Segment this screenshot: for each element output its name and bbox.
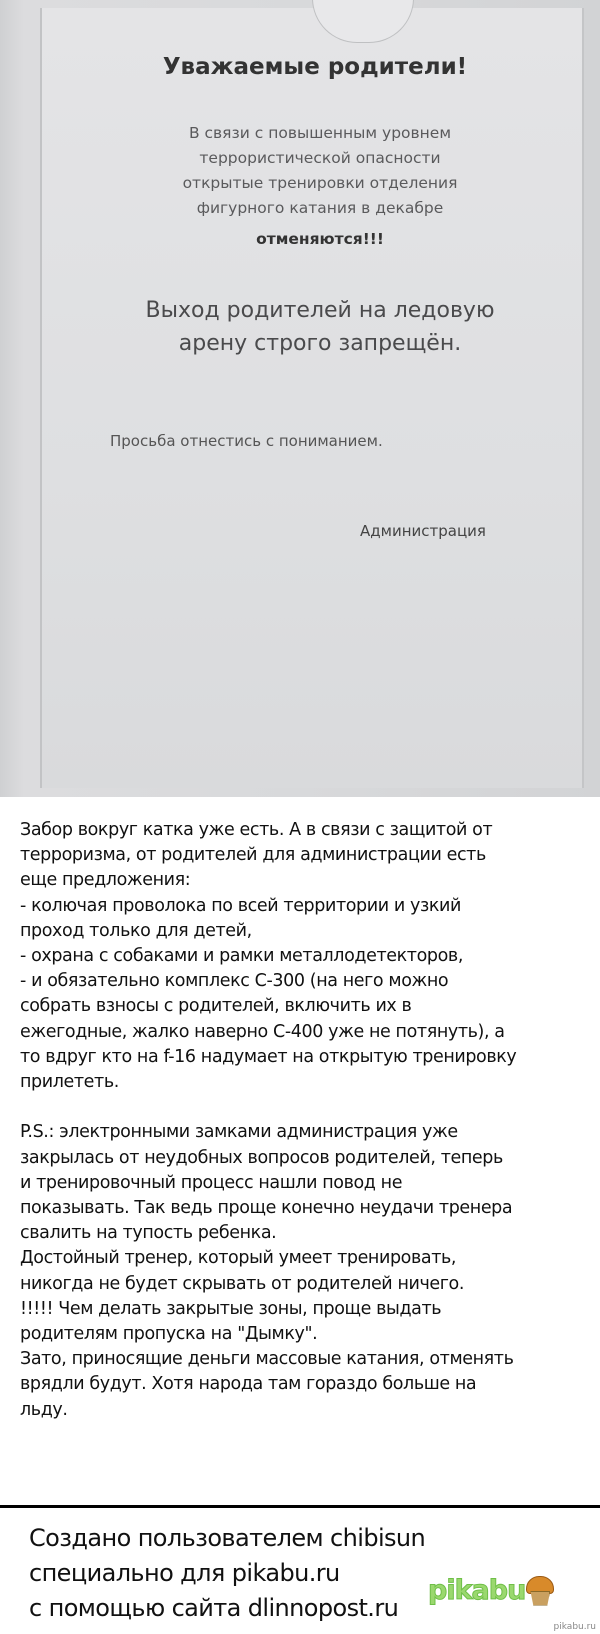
post-line: - колючая проволока по всей территории и узкий [20, 895, 461, 916]
post-line: - охрана с собаками и рамки металлодетекторов, [20, 946, 463, 967]
ps-line: родителям пропуска на "Дымку". [20, 1324, 318, 1345]
ps-line: льду. [20, 1399, 68, 1420]
notice-body-line: В связи с повышенным уровнем [188, 124, 452, 142]
notice-title: Уважаемые родители! [162, 54, 468, 80]
notice-cancel-line: отменяются!!! [256, 230, 384, 248]
notice-body-line: фигурного катания в декабре [196, 199, 444, 217]
notice-body-line: террористической опасности [199, 149, 441, 167]
muffin-icon [526, 1576, 552, 1606]
post-line: терроризма, от родителей для администрации есть [20, 845, 486, 866]
footer-divider [0, 1505, 600, 1508]
ps-line: !!!!! Чем делать закрытые зоны, проще выдать [20, 1298, 442, 1319]
ps-line: и тренировочный процесс нашли повод не [20, 1172, 403, 1193]
notice-ban-line: Выход родителей на ледовую [145, 298, 495, 323]
post-line: еще предложения: [20, 870, 191, 891]
notice-signature: Администрация [360, 522, 486, 540]
notice-request: Просьба отнестись с пониманием. [110, 432, 383, 450]
post-line: ежегодные, жалко наверно С-400 уже не потянуть), а [20, 1021, 505, 1042]
credit-site: специально для pikabu.ru [29, 1559, 340, 1587]
watermark: pikabu.ru [553, 1622, 596, 1632]
notice-photo [0, 0, 600, 797]
notice-body-line: открытые тренировки отделения [182, 174, 458, 192]
post-line: Забор вокруг катка уже есть. А в связи с защитой от [20, 820, 493, 840]
notice-ban-line: арену строго запрещён. [178, 331, 462, 356]
post-line: собрать взносы с родителей, включить их в [20, 996, 412, 1017]
post-text [20, 818, 590, 1423]
ps-line: закрылась от неудобных вопросов родителей, теперь [20, 1147, 503, 1168]
post-line: - и обязательно комплекс С-300 (на него можно [20, 971, 449, 992]
post-line: прилететь. [20, 1072, 119, 1093]
ps-line: Достойный тренер, который умеет тренировать, [20, 1248, 457, 1269]
ps-line: врядли будут. Хотя народа там гораздо больше на [20, 1374, 477, 1395]
holder-notch [312, 0, 414, 43]
paragraph-gap [20, 1095, 590, 1120]
ps-line: Зато, приносящие деньги массовые катания, отменять [20, 1349, 514, 1370]
credit-author: Создано пользователем chibisun [29, 1524, 426, 1552]
ps-line: P.S.: электронными замками администрация уже [20, 1122, 458, 1143]
pikabu-logo-text: pikabu [428, 1575, 526, 1606]
footer-credits [29, 1521, 425, 1626]
ps-line: свалить на тупость ребенка. [20, 1223, 277, 1244]
credit-tool: с помощью сайта dlinnopost.ru [29, 1594, 399, 1622]
post-line: то вдруг кто на f-16 надумает на открытую тренировку [20, 1046, 517, 1067]
pikabu-logo [428, 1575, 552, 1606]
ps-line: никогда не будет скрывать от родителей ничего. [20, 1273, 465, 1294]
post-line: проход только для детей, [20, 920, 252, 941]
ps-line: показывать. Так ведь проще конечно неудачи тренера [20, 1198, 513, 1219]
